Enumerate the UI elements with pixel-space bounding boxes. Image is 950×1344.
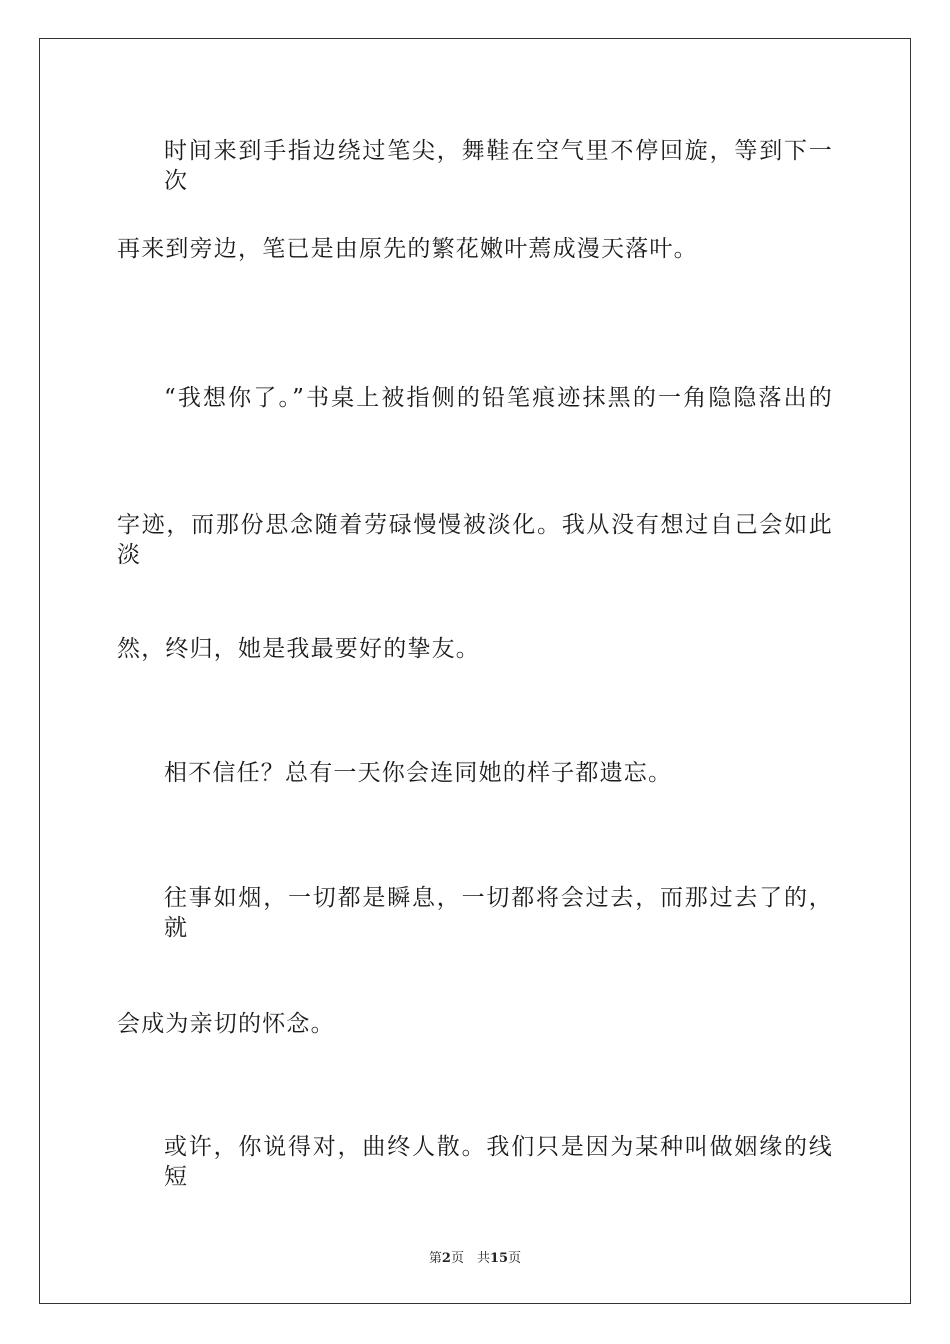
footer-prefix: 第	[428, 1251, 442, 1266]
paragraph-4-line-1: 往事如烟，一切都是瞬息，一切都将会过去，而那过去了的，就	[164, 885, 833, 941]
paragraph-4-line-2: 会成为亲切的怀念。	[117, 1011, 335, 1037]
page-number-footer	[0, 1247, 950, 1266]
footer-suffix: 页	[508, 1251, 522, 1266]
paragraph-2-line-1: “我想你了。”书桌上被指侧的铅笔痕迹抹黑的一角隐隐落出的	[164, 385, 833, 411]
footer-current-page: 2	[441, 1251, 451, 1266]
page-border	[39, 38, 911, 1304]
footer-total-pages: 15	[489, 1251, 509, 1266]
paragraph-5-line-1: 或许，你说得对，曲终人散。我们只是因为某种叫做姻缘的线短	[164, 1134, 833, 1190]
paragraph-1-line-1: 时间来到手指边绕过笔尖，舞鞋在空气里不停回旋，等到下一次	[164, 138, 833, 194]
paragraph-3-line-1: 相不信任？总有一天你会连同她的样子都遗忘。	[164, 760, 673, 786]
footer-mid: 页 共	[450, 1251, 490, 1266]
paragraph-1-line-2: 再来到旁边，笔已是由原先的繁花嫩叶蔫成漫天落叶。	[117, 236, 698, 262]
paragraph-2-line-3: 然，终归，她是我最要好的挚友。	[117, 636, 480, 662]
paragraph-2-line-2: 字迹，而那份思念随着劳碌慢慢被淡化。我从没有想过自己会如此淡	[117, 512, 833, 568]
